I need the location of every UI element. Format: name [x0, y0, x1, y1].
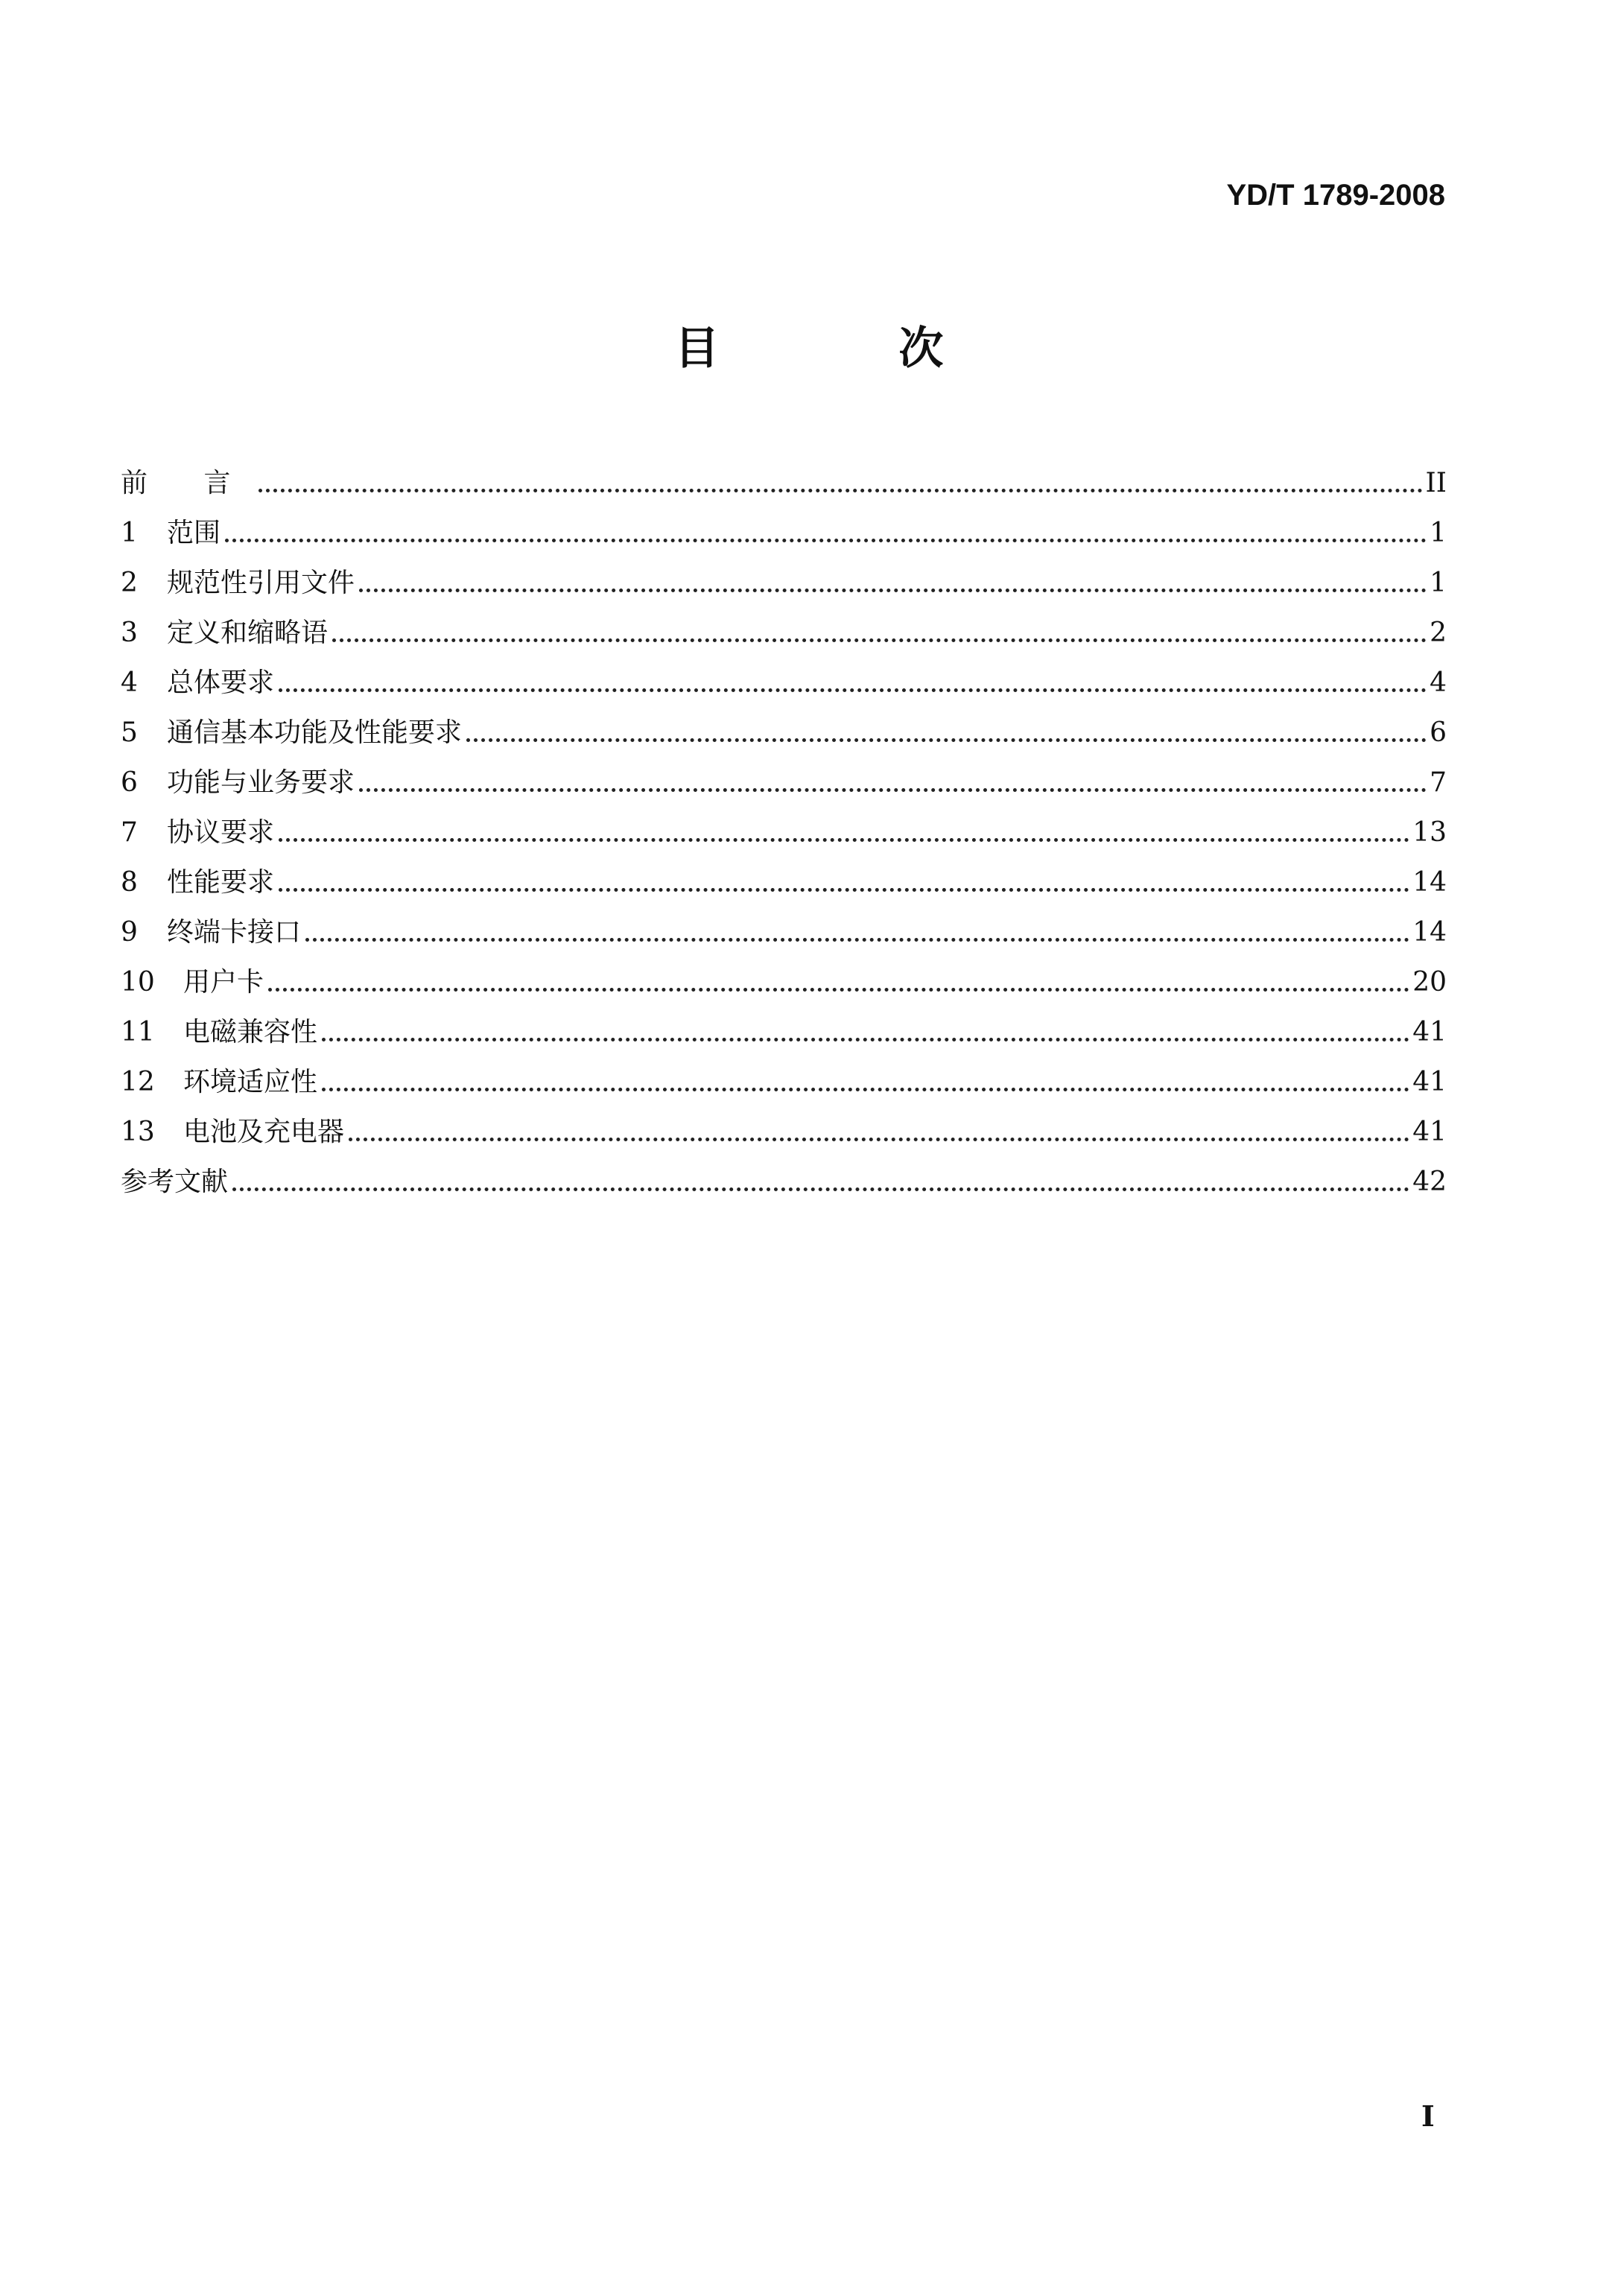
toc-entry-number: 5 — [121, 717, 138, 748]
toc-entry-title: 定义和缩略语 — [167, 618, 329, 648]
toc-entry-title: 规范性引用文件 — [167, 568, 355, 598]
toc-dot-leader — [232, 1187, 1409, 1191]
toc-entry-6[interactable] — [121, 751, 1447, 801]
toc-entry-title: 电池及充电器 — [183, 1117, 345, 1147]
toc-dot-leader — [305, 938, 1409, 942]
toc-dot-leader — [349, 1138, 1409, 1141]
toc-dot-leader — [359, 589, 1427, 592]
toc-entry-page: 7 — [1430, 767, 1447, 798]
toc-entry-page: 20 — [1412, 967, 1447, 998]
toc-entry-9[interactable] — [121, 901, 1447, 951]
toc-entry-page: II — [1425, 468, 1447, 498]
toc-entry-title: 用户卡 — [183, 967, 264, 998]
toc-entry-7[interactable] — [121, 801, 1447, 851]
toc-dot-leader — [359, 788, 1427, 792]
toc-entry-5[interactable] — [121, 701, 1447, 751]
toc-entry-page: 14 — [1412, 917, 1447, 948]
toc-entry-title: 性能要求 — [167, 867, 275, 898]
toc-dot-leader — [332, 638, 1427, 642]
toc-entry-2[interactable] — [121, 551, 1447, 601]
toc-entry-number: 10 — [121, 967, 155, 998]
toc-entry-bibliography[interactable] — [121, 1150, 1447, 1200]
toc-entry-title: 前 言 — [121, 468, 255, 498]
toc-entry-number: 6 — [121, 767, 138, 798]
toc-entry-page: 1 — [1430, 568, 1447, 598]
toc-entry-title: 范围 — [167, 518, 221, 548]
toc-entry-number: 7 — [121, 817, 138, 848]
toc-entry-page: 2 — [1430, 618, 1447, 648]
toc-dot-leader — [322, 1038, 1409, 1041]
toc-entry-page: 1 — [1430, 518, 1447, 548]
toc-entry-4[interactable] — [121, 651, 1447, 701]
toc-entry-title: 总体要求 — [167, 667, 275, 698]
toc-entry-number: 4 — [121, 667, 138, 698]
toc-entry-number: 1 — [121, 518, 138, 548]
toc-dot-leader — [466, 738, 1427, 742]
toc-dot-leader — [279, 688, 1427, 692]
toc-heading: 目 次 — [674, 323, 1026, 375]
toc-entry-13[interactable] — [121, 1100, 1447, 1150]
toc-dot-leader — [322, 1088, 1409, 1091]
toc-entry-number: 8 — [121, 867, 138, 898]
toc-entry-number: 3 — [121, 618, 138, 648]
toc-entry-number: 2 — [121, 568, 138, 598]
toc-entry-page: 14 — [1412, 867, 1447, 898]
toc-dot-leader — [279, 888, 1409, 892]
toc-dot-leader — [225, 539, 1427, 542]
table-of-contents — [121, 451, 1447, 1200]
toc-entry-number: 12 — [121, 1067, 155, 1097]
toc-entry-title: 协议要求 — [167, 817, 275, 848]
toc-entry-10[interactable] — [121, 951, 1447, 1000]
toc-entry-number: 9 — [121, 917, 138, 948]
toc-entry-page: 6 — [1430, 717, 1447, 748]
toc-dot-leader — [258, 489, 1422, 492]
toc-entry-number: 11 — [121, 1017, 155, 1047]
toc-entry-title: 电磁兼容性 — [183, 1017, 318, 1047]
toc-entry-number: 13 — [121, 1117, 155, 1147]
toc-entry-page: 4 — [1430, 667, 1447, 698]
toc-entry-page: 42 — [1412, 1167, 1447, 1197]
page-number: I — [1421, 2099, 1435, 2133]
toc-entry-page: 41 — [1412, 1017, 1447, 1047]
toc-entry-3[interactable] — [121, 601, 1447, 651]
toc-entry-title: 通信基本功能及性能要求 — [167, 717, 463, 748]
toc-dot-leader — [279, 838, 1409, 842]
toc-entry-page: 41 — [1412, 1067, 1447, 1097]
toc-entry-12[interactable] — [121, 1050, 1447, 1100]
toc-dot-leader — [268, 988, 1409, 992]
toc-entry-foreword[interactable] — [121, 451, 1447, 501]
toc-entry-title: 功能与业务要求 — [167, 767, 355, 798]
toc-entry-8[interactable] — [121, 851, 1447, 901]
toc-entry-11[interactable] — [121, 1000, 1447, 1050]
toc-entry-title: 终端卡接口 — [167, 917, 302, 948]
document-number: YD/T 1789-2008 — [1226, 179, 1445, 212]
toc-entry-title: 环境适应性 — [183, 1067, 318, 1097]
toc-entry-title: 参考文献 — [121, 1167, 229, 1197]
toc-entry-1[interactable] — [121, 501, 1447, 551]
toc-entry-page: 41 — [1412, 1117, 1447, 1147]
toc-entry-page: 13 — [1412, 817, 1447, 848]
